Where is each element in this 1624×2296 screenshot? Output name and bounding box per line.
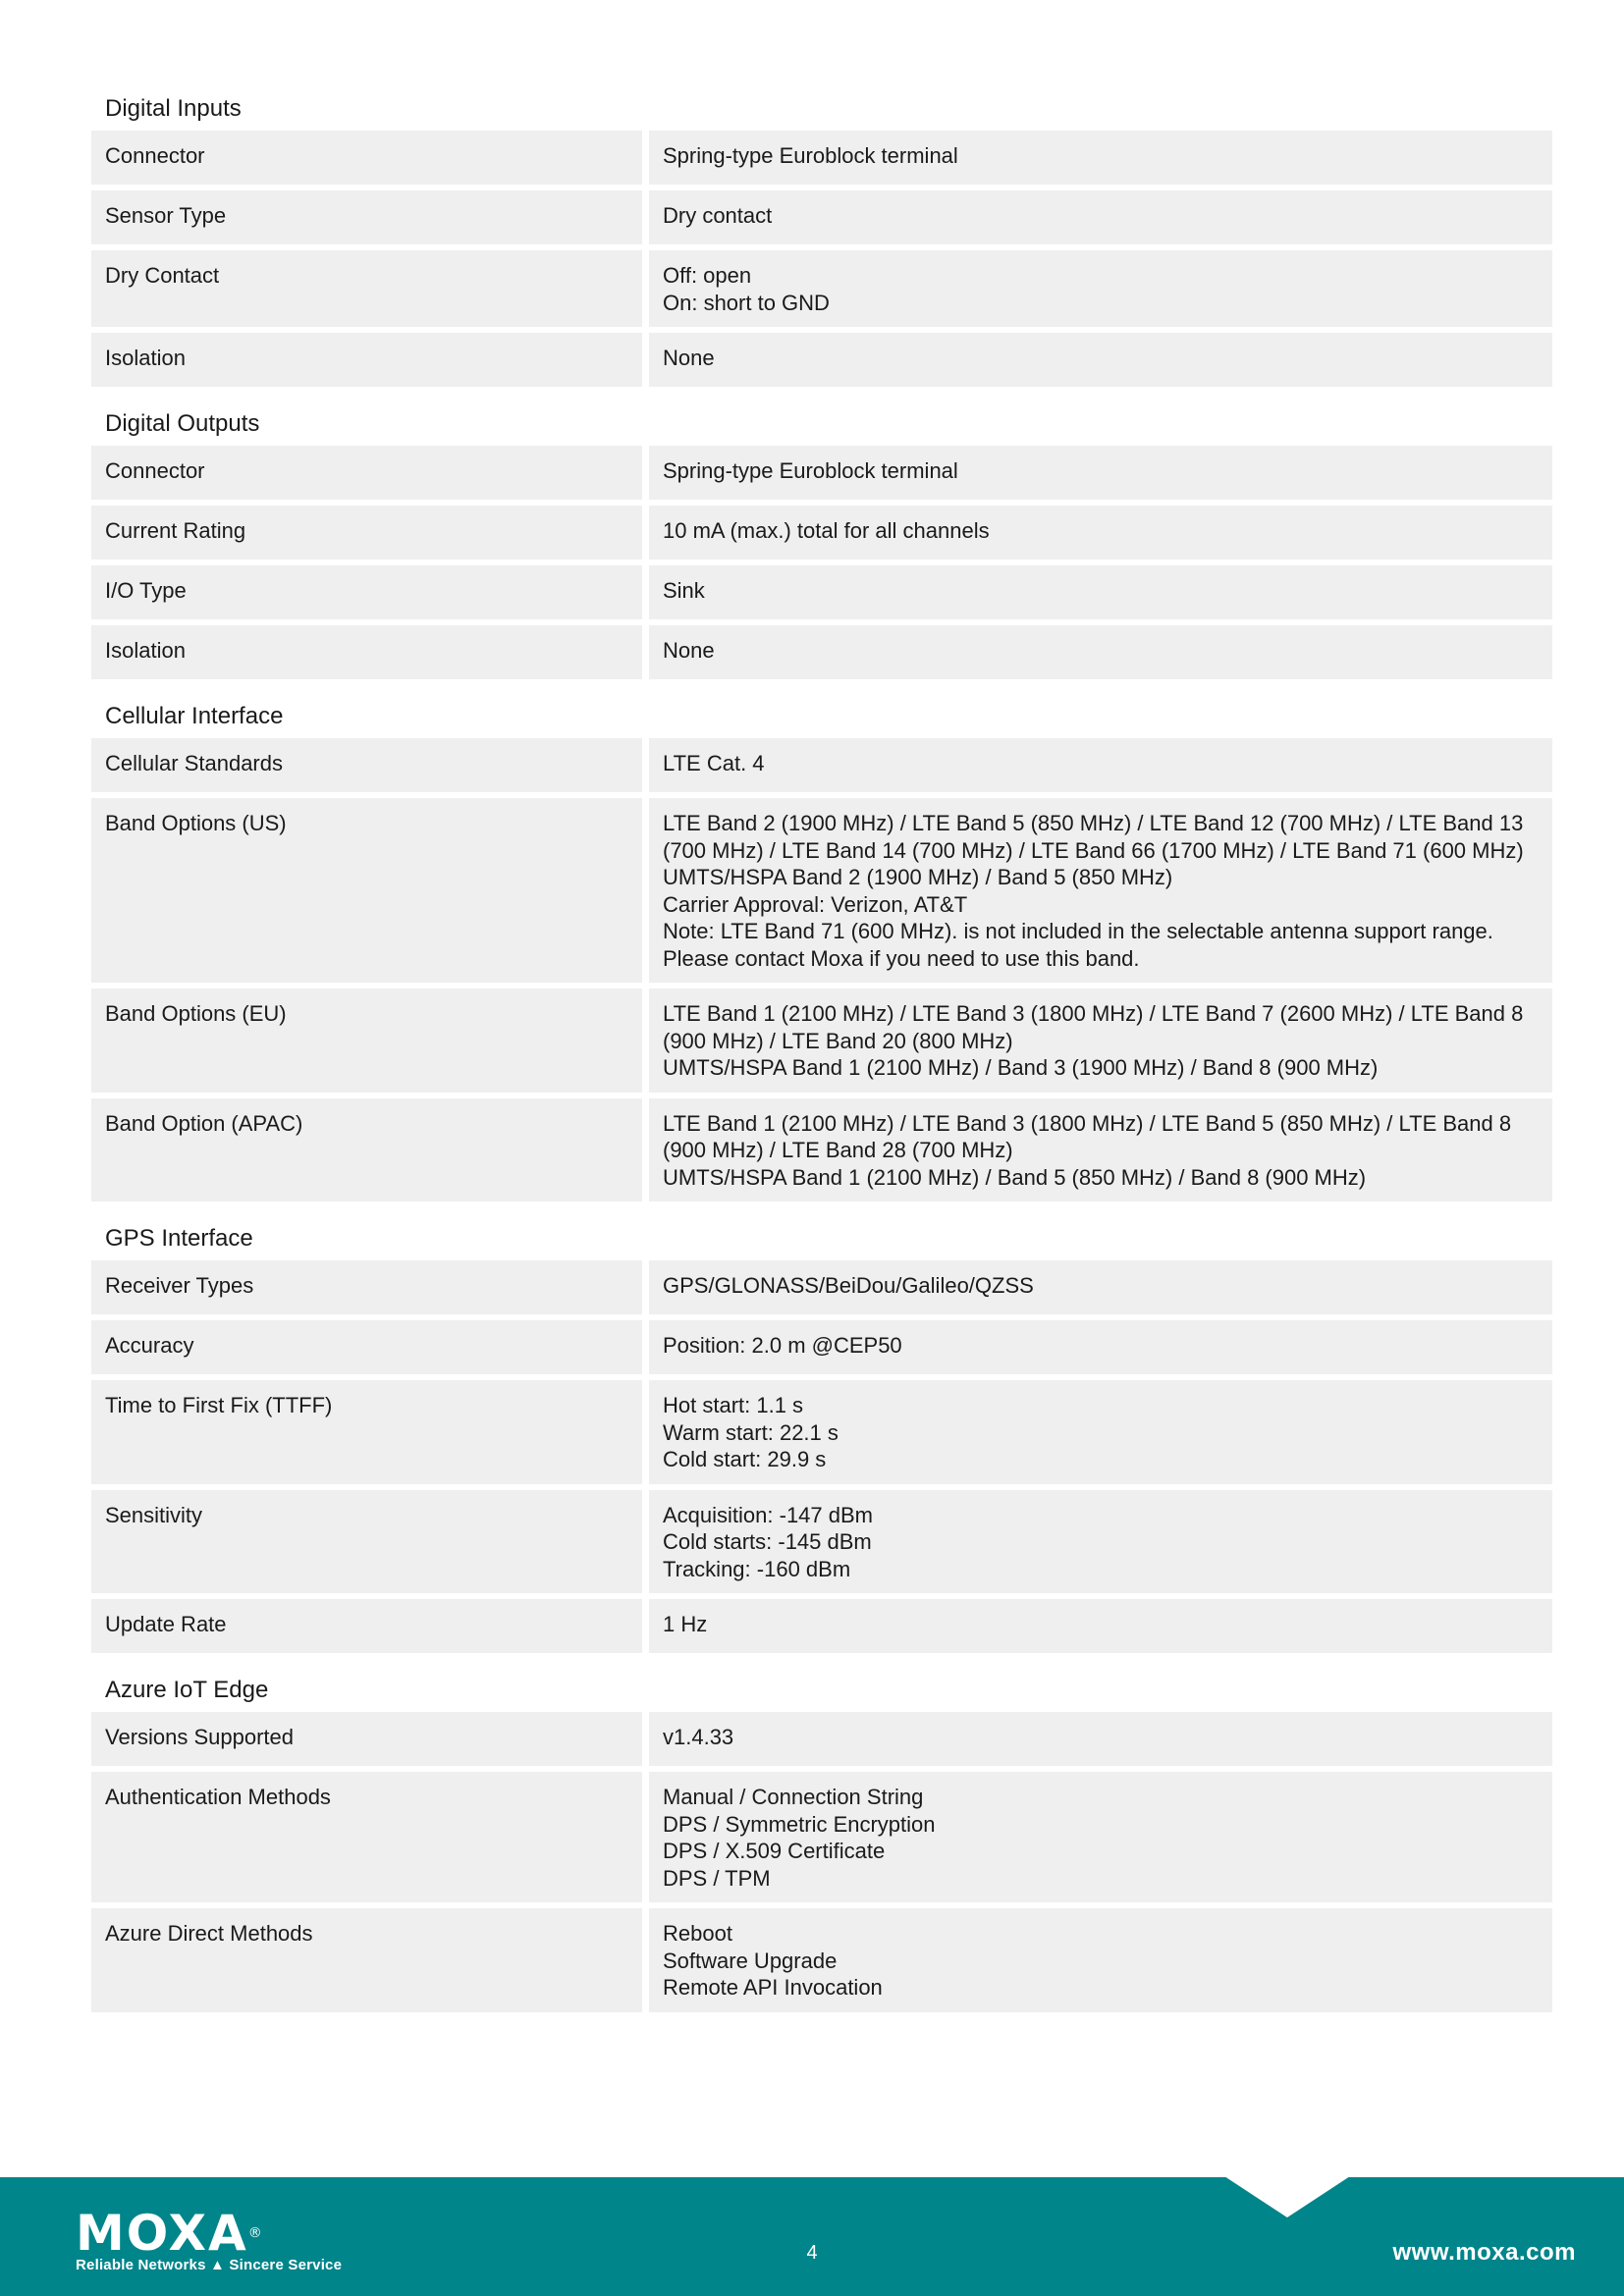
spec-label: Isolation xyxy=(91,333,642,387)
spec-label: Sensitivity xyxy=(91,1490,642,1594)
spec-label: Isolation xyxy=(91,625,642,679)
spec-label: Sensor Type xyxy=(91,190,642,244)
spec-row xyxy=(91,333,1552,387)
logo-tagline: Reliable Networks ▲ Sincere Service xyxy=(76,2257,343,2273)
spec-row xyxy=(91,1260,1552,1314)
spec-value xyxy=(649,1098,1552,1202)
spec-value-line: Sink xyxy=(663,578,705,603)
spec-row xyxy=(91,1098,1552,1202)
spec-value-line: UMTS/HSPA Band 1 (2100 MHz) / Band 3 (1900 MHz) / Band 8 (900 MHz) xyxy=(663,1055,1379,1080)
spec-value-line: v1.4.33 xyxy=(663,1725,734,1749)
spec-value-line: Remote API Invocation xyxy=(663,1975,883,2000)
spec-value-line: Manual / Connection String xyxy=(663,1785,924,1809)
spec-value xyxy=(649,333,1552,387)
spec-row xyxy=(91,1320,1552,1374)
spec-value-line: Carrier Approval: Verizon, AT&T xyxy=(663,891,968,917)
website-link[interactable]: www.moxa.com xyxy=(1392,2239,1576,2266)
spec-value-line: LTE Cat. 4 xyxy=(663,751,765,775)
spec-value-line: DPS / X.509 Certificate xyxy=(663,1839,886,1863)
spec-value-line: Software Upgrade xyxy=(663,1948,838,1973)
spec-value-line: Acquisition: -147 dBm xyxy=(663,1502,873,1527)
spec-row xyxy=(91,798,1552,983)
spec-value-line: Spring-type Euroblock terminal xyxy=(663,458,958,483)
spec-value xyxy=(649,988,1552,1093)
spec-value xyxy=(649,190,1552,244)
spec-label: Authentication Methods xyxy=(91,1772,642,1902)
spec-label: Band Option (APAC) xyxy=(91,1098,642,1202)
spec-row xyxy=(91,625,1552,679)
spec-row xyxy=(91,565,1552,619)
spec-value-line: Cold start: 29.9 s xyxy=(663,1447,827,1471)
section-title: Cellular Interface xyxy=(105,703,284,729)
spec-value xyxy=(649,1320,1552,1374)
spec-value xyxy=(649,250,1552,327)
spec-value-line: Spring-type Euroblock terminal xyxy=(663,143,958,168)
spec-value-line: UMTS/HSPA Band 1 (2100 MHz) / Band 5 (850 MHz) / Band 8 (900 MHz) xyxy=(663,1164,1367,1190)
spec-value xyxy=(649,625,1552,679)
section-title: Digital Inputs xyxy=(105,95,242,122)
spec-value-line: Please contact Moxa if you need to use this band. xyxy=(663,945,1140,971)
spec-value-line: (900 MHz) / LTE Band 28 (700 MHz) xyxy=(663,1138,1013,1162)
spec-row xyxy=(91,1712,1552,1766)
spec-value-line: None xyxy=(663,346,715,370)
spec-value xyxy=(649,738,1552,792)
spec-row xyxy=(91,190,1552,244)
spec-value-line: UMTS/HSPA Band 2 (1900 MHz) / Band 5 (850 MHz) xyxy=(663,865,1173,889)
spec-section xyxy=(91,1221,1552,1653)
spec-row xyxy=(91,738,1552,792)
spec-label: Dry Contact xyxy=(91,250,642,327)
spec-value xyxy=(649,506,1552,560)
spec-row xyxy=(91,988,1552,1093)
spec-value-line: Dry contact xyxy=(663,203,773,228)
logo-wordmark: MOXA® xyxy=(76,2205,264,2262)
spec-row xyxy=(91,1908,1552,2012)
spec-value-line: 10 mA (max.) total for all channels xyxy=(663,518,990,543)
spec-value-line: GPS/GLONASS/BeiDou/Galileo/QZSS xyxy=(663,1273,1034,1298)
spec-value xyxy=(649,565,1552,619)
spec-value-line: Off: open xyxy=(663,263,752,288)
moxa-logo xyxy=(76,2205,343,2275)
spec-value-line: (700 MHz) / LTE Band 14 (700 MHz) / LTE Band 66 (1700 MHz) / LTE Band 71 (600 MHz) xyxy=(663,837,1524,863)
spec-section xyxy=(91,1673,1552,2012)
spec-value-line: Note: LTE Band 71 (600 MHz). is not included in the selectable antenna support range. xyxy=(663,919,1493,943)
spec-row xyxy=(91,1380,1552,1484)
spec-row xyxy=(91,250,1552,327)
spec-row xyxy=(91,1772,1552,1902)
spec-value-line: Cold starts: -145 dBm xyxy=(663,1529,872,1554)
spec-value xyxy=(649,1712,1552,1766)
spec-row xyxy=(91,506,1552,560)
spec-value-line: (900 MHz) / LTE Band 20 (800 MHz) xyxy=(663,1028,1013,1053)
spec-value xyxy=(649,1260,1552,1314)
spec-row xyxy=(91,1490,1552,1594)
page-number: 4 xyxy=(806,2242,818,2264)
spec-label: Band Options (US) xyxy=(91,798,642,983)
spec-value-line: DPS / TPM xyxy=(663,1865,771,1891)
spec-label: I/O Type xyxy=(91,565,642,619)
spec-label: Update Rate xyxy=(91,1599,642,1653)
spec-value-line: LTE Band 1 (2100 MHz) / LTE Band 3 (1800 MHz) / LTE Band 5 (850 MHz) / LTE Band 8 xyxy=(663,1110,1512,1136)
spec-value-line: Reboot xyxy=(663,1921,732,1946)
spec-label: Versions Supported xyxy=(91,1712,642,1766)
spec-row xyxy=(91,1599,1552,1653)
section-title: Digital Outputs xyxy=(105,410,260,437)
spec-value xyxy=(649,131,1552,185)
spec-section xyxy=(91,699,1552,1201)
spec-value-line: Tracking: -160 dBm xyxy=(663,1556,851,1581)
spec-value xyxy=(649,446,1552,500)
spec-value-line: LTE Band 1 (2100 MHz) / LTE Band 3 (1800 MHz) / LTE Band 7 (2600 MHz) / LTE Band 8 xyxy=(663,1001,1524,1026)
spec-value-line: Position: 2.0 m @CEP50 xyxy=(663,1333,902,1358)
spec-section xyxy=(91,91,1552,387)
spec-label: Time to First Fix (TTFF) xyxy=(91,1380,642,1484)
spec-value xyxy=(649,1908,1552,2012)
spec-content xyxy=(91,91,1552,2032)
section-title: GPS Interface xyxy=(105,1225,253,1252)
spec-label: Connector xyxy=(91,131,642,185)
spec-value-line: LTE Band 2 (1900 MHz) / LTE Band 5 (850 MHz) / LTE Band 12 (700 MHz) / LTE Band 13 xyxy=(663,811,1524,835)
spec-value-line: Warm start: 22.1 s xyxy=(663,1419,839,1445)
section-title: Azure IoT Edge xyxy=(105,1677,269,1703)
spec-value-line: On: short to GND xyxy=(663,290,830,315)
spec-label: Receiver Types xyxy=(91,1260,642,1314)
spec-row xyxy=(91,446,1552,500)
spec-value-line: 1 Hz xyxy=(663,1612,708,1636)
spec-value xyxy=(649,798,1552,983)
spec-label: Connector xyxy=(91,446,642,500)
spec-value xyxy=(649,1490,1552,1594)
spec-value-line: DPS / Symmetric Encryption xyxy=(663,1811,936,1837)
spec-value xyxy=(649,1772,1552,1902)
spec-label: Accuracy xyxy=(91,1320,642,1374)
spec-label: Cellular Standards xyxy=(91,738,642,792)
spec-value-line: Hot start: 1.1 s xyxy=(663,1393,804,1417)
spec-label: Current Rating xyxy=(91,506,642,560)
footer-notch-cutout xyxy=(1224,2176,1350,2217)
spec-value xyxy=(649,1380,1552,1484)
spec-value xyxy=(649,1599,1552,1653)
spec-value-line: None xyxy=(663,638,715,663)
spec-row xyxy=(91,131,1552,185)
spec-label: Azure Direct Methods xyxy=(91,1908,642,2012)
spec-label: Band Options (EU) xyxy=(91,988,642,1093)
spec-section xyxy=(91,406,1552,679)
